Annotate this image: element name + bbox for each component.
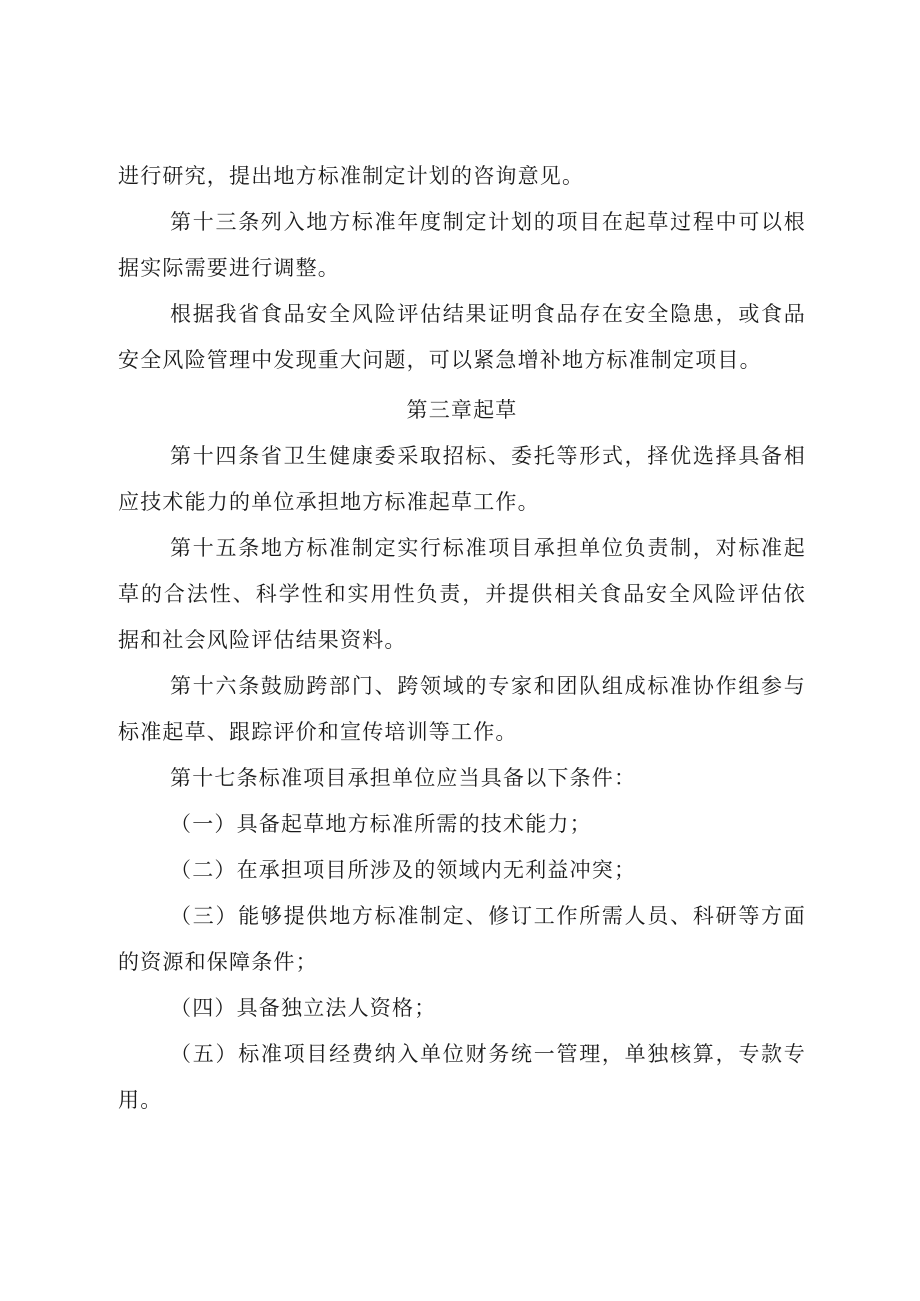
condition-item-5: （五）标准项目经费纳入单位财务统一管理，单独核算，专款专用。 xyxy=(118,1042,806,1112)
article-17: 第十七条标准项目承担单位应当具备以下条件： xyxy=(170,766,637,790)
article-15: 第十五条地方标准制定实行标准项目承担单位负责制，对标准起草的合法性、科学性和实用性负责，并提供相关食品安全风险评估依据和社会风险评估结果资料。 xyxy=(118,536,806,652)
article-13: 第十三条列入地方标准年度制定计划的项目在起草过程中可以根据实际需要进行调整。 xyxy=(118,210,806,280)
condition-item-3: （三）能够提供地方标准制定、修订工作所需人员、科研等方面的资源和保障条件； xyxy=(118,904,806,974)
paragraph-continuation: 进行研究，提出地方标准制定计划的咨询意见。 xyxy=(118,164,585,188)
document-body xyxy=(118,153,806,1123)
condition-item-4: （四）具备独立法人资格； xyxy=(170,996,437,1020)
article-13-supplement: 根据我省食品安全风险评估结果证明食品存在安全隐患，或食品安全风险管理中发现重大问题，可以紧急增补地方标准制定项目。 xyxy=(118,302,806,372)
condition-item-2: （二）在承担项目所涉及的领域内无利益冲突； xyxy=(170,858,637,882)
condition-item-1: （一）具备起草地方标准所需的技术能力； xyxy=(170,812,592,836)
chapter-heading: 第三章起草 xyxy=(406,398,518,422)
article-14: 第十四条省卫生健康委采取招标、委托等形式，择优选择具备相应技术能力的单位承担地方标准起草工作。 xyxy=(118,444,806,514)
article-16: 第十六条鼓励跨部门、跨领域的专家和团队组成标准协作组参与标准起草、跟踪评价和宣传培训等工作。 xyxy=(118,674,806,744)
